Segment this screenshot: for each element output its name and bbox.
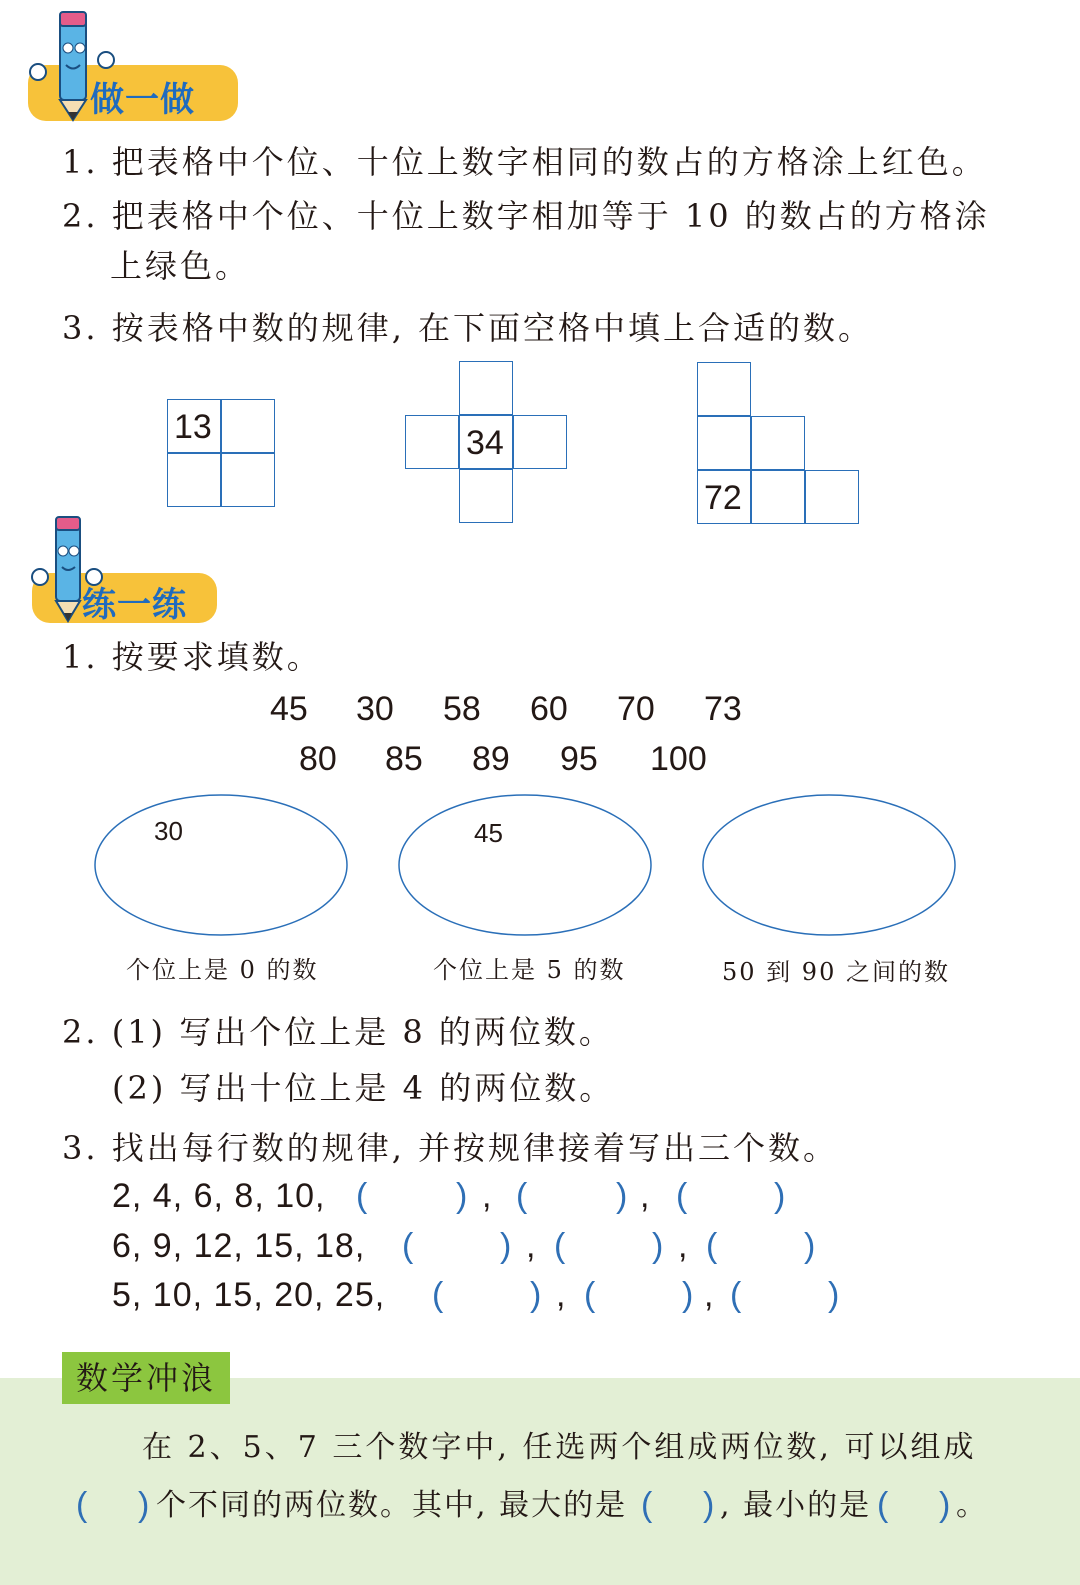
blank-open: ( <box>877 1486 890 1524</box>
grid-cell-blank[interactable] <box>167 453 221 507</box>
sequence-given: 5, 10, 15, 20, 25, <box>112 1276 386 1314</box>
blank-open: ( <box>432 1276 445 1314</box>
answer-blank[interactable] <box>600 1279 680 1315</box>
blank-close: ) <box>828 1276 841 1314</box>
math-surf-line-1: 在 2、5、7 三个数字中, 任选两个组成两位数, 可以组成 <box>142 1430 977 1465</box>
separator: , <box>526 1227 537 1265</box>
math-surf-text: , 最小的是 <box>720 1488 872 1523</box>
blank-close: ) <box>682 1276 695 1314</box>
pool-number: 73 <box>704 690 742 728</box>
blank-open: ( <box>584 1276 597 1314</box>
blank-close: ) <box>530 1276 543 1314</box>
answer-blank[interactable] <box>372 1180 456 1216</box>
math-surf-text: 个不同的两位数。其中, 最大的是 <box>156 1488 628 1523</box>
grid-cell-blank[interactable] <box>751 470 805 524</box>
blank-close: ) <box>774 1177 787 1215</box>
grid-cell-blank[interactable] <box>697 416 751 470</box>
oval-3-label: 50 到 90 之间的数 <box>722 958 950 986</box>
grid-34-cell-given: 34 <box>459 415 513 469</box>
grid-13-cell-given: 13 <box>167 399 221 453</box>
grid-cell-blank[interactable] <box>221 399 275 453</box>
pool-number: 58 <box>443 690 481 728</box>
oval-1-label: 个位上是 0 的数 <box>126 956 319 984</box>
grid-cell-blank[interactable] <box>805 470 859 524</box>
math-surf-panel <box>0 1378 1080 1585</box>
answer-blank[interactable] <box>722 1230 802 1266</box>
grid-cell-blank[interactable] <box>513 415 567 469</box>
answer-blank[interactable] <box>418 1230 498 1266</box>
do-item-3: 3. 按表格中数的规律, 在下面空格中填上合适的数。 <box>62 309 874 347</box>
practice-q2-2: (2) 写出十位上是 4 的两位数。 <box>112 1069 615 1107</box>
blank-open: ( <box>516 1177 529 1215</box>
oval-1-content: 30 <box>154 816 183 846</box>
answer-blank[interactable] <box>657 1489 703 1525</box>
answer-blank[interactable] <box>692 1180 776 1216</box>
blank-open: ( <box>706 1227 719 1265</box>
do-item-2-cont: 上绿色。 <box>110 247 251 285</box>
pool-number: 45 <box>270 690 308 728</box>
do-item-1: 1. 把表格中个位、十位上数字相同的数占的方格涂上红色。 <box>62 143 987 181</box>
answer-blank[interactable] <box>92 1489 138 1525</box>
separator: , <box>678 1227 689 1265</box>
math-surf-end: 。 <box>956 1488 989 1523</box>
blank-open: ( <box>554 1227 567 1265</box>
pool-number: 85 <box>385 740 423 778</box>
pool-number: 60 <box>530 690 568 728</box>
blank-close: ) <box>456 1177 469 1215</box>
practice-q3: 3. 找出每行数的规律, 并按规律接着写出三个数。 <box>62 1129 839 1167</box>
answer-blank[interactable] <box>570 1230 650 1266</box>
answer-blank[interactable] <box>448 1279 528 1315</box>
grid-cell-blank[interactable] <box>221 453 275 507</box>
oval-units-5[interactable] <box>399 795 651 935</box>
blank-close: ) <box>500 1227 513 1265</box>
blank-close: ) <box>138 1486 151 1524</box>
grid-72-cell-given: 72 <box>697 470 751 524</box>
answer-blank[interactable] <box>746 1279 826 1315</box>
practice-section-badge <box>22 515 222 627</box>
blank-open: ( <box>76 1486 89 1524</box>
sequence-given: 6, 9, 12, 15, 18, <box>112 1227 366 1265</box>
grid-cell-blank[interactable] <box>459 361 513 415</box>
blank-close: ) <box>652 1227 665 1265</box>
blank-close: ) <box>939 1486 952 1524</box>
oval-set <box>0 790 1080 950</box>
math-surf-title: 数学冲浪 <box>62 1352 230 1404</box>
separator: , <box>704 1276 715 1314</box>
blank-close: ) <box>703 1486 716 1524</box>
oval-2-label: 个位上是 5 的数 <box>433 956 626 984</box>
pool-number: 30 <box>356 690 394 728</box>
pool-number: 95 <box>560 740 598 778</box>
separator: , <box>556 1276 567 1314</box>
grid-cell-blank[interactable] <box>459 469 513 523</box>
pool-number: 89 <box>472 740 510 778</box>
blank-open: ( <box>641 1486 654 1524</box>
grid-cell-blank[interactable] <box>405 415 459 469</box>
grid-cell-blank[interactable] <box>751 416 805 470</box>
pool-number: 80 <box>299 740 337 778</box>
blank-open: ( <box>730 1276 743 1314</box>
blank-open: ( <box>676 1177 689 1215</box>
answer-blank[interactable] <box>893 1489 939 1525</box>
blank-close: ) <box>804 1227 817 1265</box>
practice-section-title: 练一练 <box>82 585 187 625</box>
do-section-title: 做一做 <box>90 80 195 120</box>
oval-units-0[interactable] <box>95 795 347 935</box>
practice-q2-1: 2. (1) 写出个位上是 8 的两位数。 <box>62 1013 614 1051</box>
pool-number: 70 <box>617 690 655 728</box>
do-item-2: 2. 把表格中个位、十位上数字相加等于 10 的数占的方格涂 <box>62 197 990 235</box>
pool-number: 100 <box>650 740 707 778</box>
separator: , <box>482 1177 493 1215</box>
blank-open: ( <box>356 1177 369 1215</box>
do-section-badge <box>18 10 238 125</box>
blank-close: ) <box>616 1177 629 1215</box>
grid-cell-blank[interactable] <box>697 362 751 416</box>
sequence-given: 2, 4, 6, 8, 10, <box>112 1177 326 1215</box>
oval-range-50-90[interactable] <box>703 795 955 935</box>
oval-2-content: 45 <box>474 818 503 848</box>
blank-open: ( <box>402 1227 415 1265</box>
separator: , <box>640 1177 651 1215</box>
practice-q1: 1. 按要求填数。 <box>62 638 322 676</box>
answer-blank[interactable] <box>532 1180 616 1216</box>
